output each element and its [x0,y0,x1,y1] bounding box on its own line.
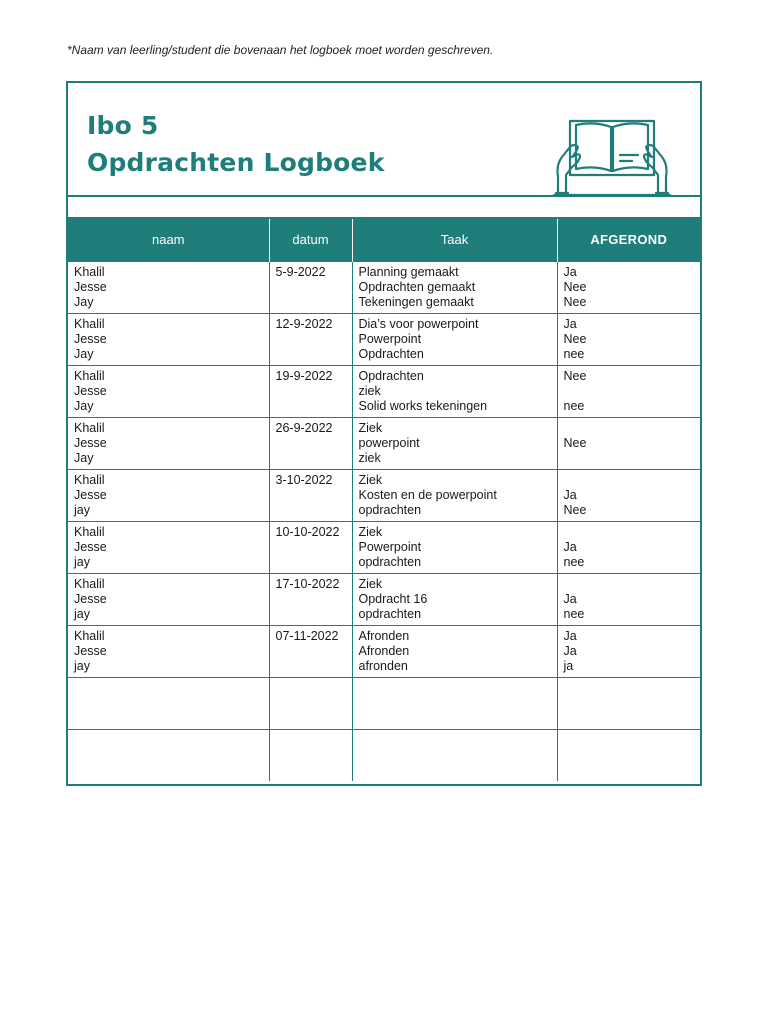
cell-naam-line: Jay [74,346,94,361]
cell-taak-line: Opdrachten [358,368,424,383]
cell-taak-line: opdrachten [358,606,422,621]
cell-afgerond-line: nee [563,346,585,361]
column-header-afgerond: AFGEROND [557,219,700,261]
cell-taak[interactable] [352,417,557,469]
cell-datum[interactable]: 07-11-2022 [269,625,352,677]
cell-afgerond[interactable] [557,521,700,573]
cell-afgerond-line: Ja [563,487,577,502]
cell-taak-line: ziek [358,383,381,398]
table-row [68,729,700,781]
cell-datum[interactable]: 10-10-2022 [269,521,352,573]
table-row [68,417,700,469]
cell-naam[interactable] [68,365,269,417]
cell-afgerond-line: Ja [563,591,577,606]
person-reading-book-icon [552,117,672,197]
cell-taak-line: Afronden [358,643,410,658]
cell-afgerond-line: Nee [563,435,587,450]
cell-naam-line: Jesse [74,383,107,398]
cell-taak-line: afronden [358,658,408,673]
cell-taak[interactable] [352,261,557,313]
cell-afgerond[interactable] [557,261,700,313]
cell-naam-line: Jesse [74,331,107,346]
cell-naam[interactable] [68,521,269,573]
table-row [68,469,700,521]
cell-taak-line: Dia’s voor powerpoint [358,316,479,331]
cell-naam-line: Jesse [74,643,107,658]
cell-naam-line: Khalil [74,368,105,383]
cell-naam-line: Khalil [74,576,105,591]
cell-afgerond-line: Nee [563,279,587,294]
cell-afgerond-line: ja [563,658,574,673]
cell-afgerond[interactable] [557,729,700,781]
cell-taak[interactable] [352,573,557,625]
cell-afgerond[interactable] [557,625,700,677]
cell-naam[interactable] [68,677,269,729]
cell-taak-line: Opdracht 16 [358,591,428,606]
cell-naam-line: Khalil [74,420,105,435]
spacer-row [68,197,700,219]
cell-naam-line: Khalil [74,524,105,539]
cell-taak-line: Opdrachten [358,346,424,361]
cell-naam-line: jay [74,554,90,569]
cell-afgerond[interactable] [557,573,700,625]
cell-naam-line: jay [74,606,90,621]
cell-taak[interactable] [352,677,557,729]
cell-naam-line: Jay [74,294,94,309]
cell-afgerond-line: Ja [563,316,577,331]
table-row [68,677,700,729]
cell-naam-line: jay [74,658,90,673]
cell-taak-line: powerpoint [358,435,420,450]
title-line-logbook: Opdrachten Logboek [87,148,385,177]
table-row [68,625,700,677]
cell-afgerond-line: Nee [563,368,587,383]
cell-afgerond[interactable] [557,677,700,729]
column-header-naam: naam [68,219,269,261]
cell-taak-line: Planning gemaakt [358,264,459,279]
cell-naam[interactable] [68,625,269,677]
cell-afgerond-line [564,577,695,592]
footnote-text: *Naam van leerling/student die bovenaan het logboek moet worden geschreven. [67,43,494,57]
cell-datum[interactable]: 26-9-2022 [269,417,352,469]
cell-taak-line: Powerpoint [358,331,422,346]
table-header-row [68,219,700,261]
cell-taak[interactable] [352,521,557,573]
logbook-table [68,219,700,781]
page-title [87,107,385,181]
cell-naam[interactable] [68,729,269,781]
cell-datum[interactable]: 19-9-2022 [269,365,352,417]
cell-afgerond[interactable] [557,365,700,417]
cell-taak-line: Ziek [358,576,383,591]
cell-datum[interactable]: 5-9-2022 [269,261,352,313]
cell-afgerond-line [564,384,695,399]
cell-afgerond[interactable] [557,313,700,365]
cell-datum[interactable] [269,677,352,729]
cell-datum[interactable] [269,729,352,781]
table-row [68,521,700,573]
cell-taak[interactable] [352,313,557,365]
cell-afgerond-line: Ja [563,643,577,658]
cell-taak[interactable] [352,625,557,677]
title-line-course: Ibo 5 [87,111,159,140]
cell-afgerond-line: Nee [563,502,587,517]
cell-afgerond-line [564,525,695,540]
cell-naam[interactable] [68,313,269,365]
cell-naam-line: Jay [74,450,94,465]
cell-afgerond-line: nee [563,606,585,621]
cell-taak-line: Ziek [358,420,383,435]
cell-afgerond-line [564,421,695,436]
logbook-header [68,83,700,197]
cell-taak-line: Solid works tekeningen [358,398,488,413]
cell-datum[interactable]: 12-9-2022 [269,313,352,365]
cell-taak-line: opdrachten [358,502,422,517]
cell-naam-line: Khalil [74,264,105,279]
cell-naam-line: jay [74,502,90,517]
table-row [68,313,700,365]
column-header-taak: Taak [352,219,557,261]
cell-taak-line: opdrachten [358,554,422,569]
cell-naam-line: Jesse [74,591,107,606]
cell-taak-line: Opdrachten gemaakt [358,279,476,294]
cell-naam-line: Jesse [74,435,107,450]
cell-datum[interactable]: 3-10-2022 [269,469,352,521]
cell-taak-line: Tekeningen gemaakt [358,294,474,309]
cell-taak-line: Ziek [358,472,383,487]
logbook-frame [66,81,702,786]
logbook-rows [68,261,700,781]
cell-naam-line: Khalil [74,316,105,331]
column-header-datum: datum [269,219,352,261]
cell-taak[interactable] [352,469,557,521]
cell-taak-line: ziek [358,450,381,465]
cell-naam-line: Jesse [74,279,107,294]
cell-naam-line: Khalil [74,628,105,643]
cell-taak-line: Powerpoint [358,539,422,554]
cell-datum[interactable]: 17-10-2022 [269,573,352,625]
cell-afgerond[interactable] [557,417,700,469]
cell-naam[interactable] [68,469,269,521]
table-row [68,261,700,313]
cell-taak-line: Ziek [358,524,383,539]
cell-afgerond-line: Ja [563,539,577,554]
cell-taak-line: Afronden [358,628,410,643]
cell-taak[interactable] [352,729,557,781]
cell-taak-line: Kosten en de powerpoint [358,487,497,502]
cell-afgerond-line: Ja [563,628,577,643]
cell-naam[interactable] [68,261,269,313]
cell-afgerond-line: Nee [563,294,587,309]
cell-afgerond-line: Ja [563,264,577,279]
cell-afgerond-line [564,451,695,466]
cell-naam-line: Jay [74,398,94,413]
table-row [68,365,700,417]
cell-naam-line: Khalil [74,472,105,487]
cell-afgerond-line: Nee [563,331,587,346]
cell-afgerond[interactable] [557,469,700,521]
cell-taak[interactable] [352,365,557,417]
cell-naam-line: Jesse [74,487,107,502]
cell-naam-line: Jesse [74,539,107,554]
cell-afgerond-line: nee [563,554,585,569]
cell-naam[interactable] [68,573,269,625]
table-row [68,573,700,625]
cell-afgerond-line: nee [563,398,585,413]
cell-naam[interactable] [68,417,269,469]
cell-afgerond-line [564,473,695,488]
